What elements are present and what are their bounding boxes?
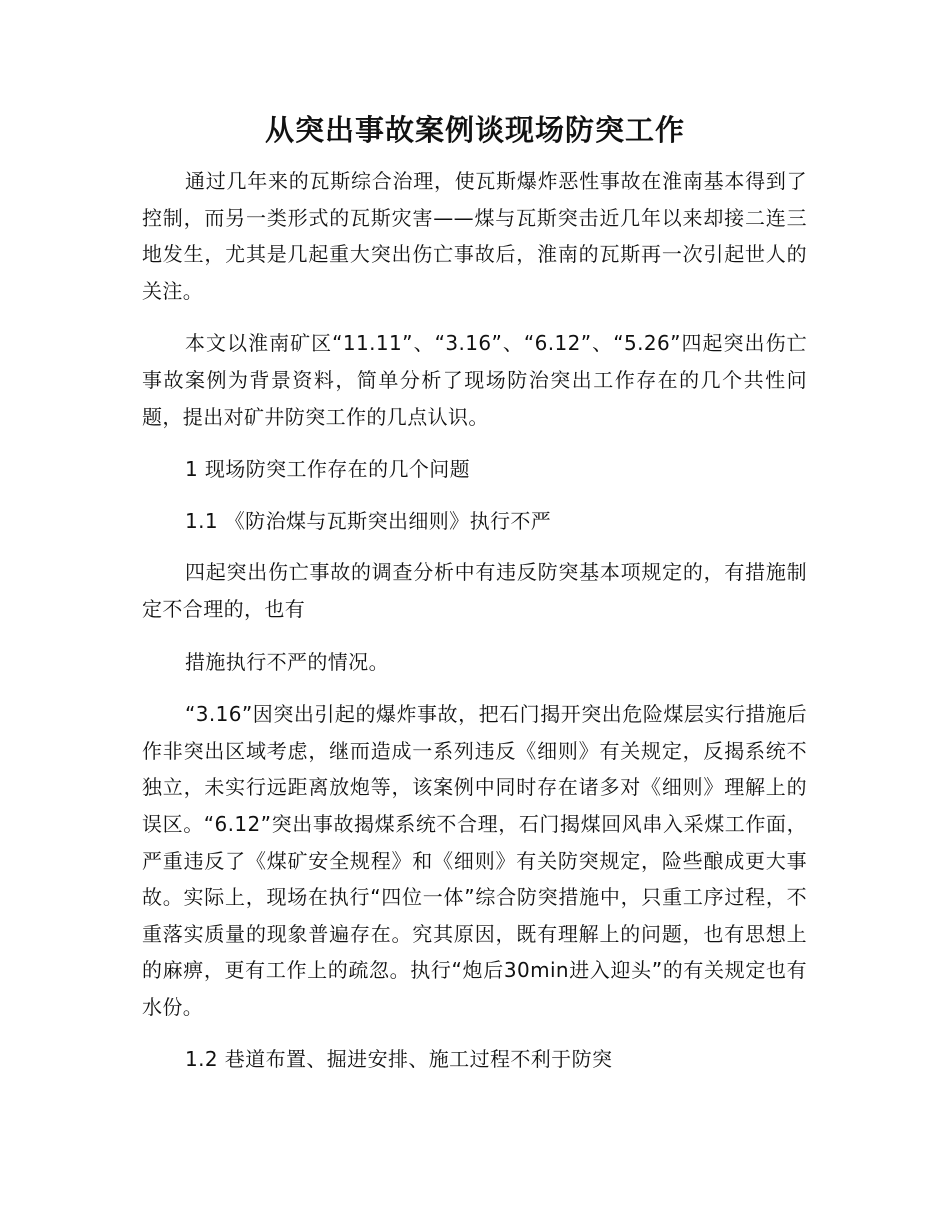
paragraph-scope: 本文以淮南矿区“11.11”、“3.16”、“6.12”、“5.26”四起突出伤亡事故案例为背景资料，简单分析了现场防治突出工作存在的几个共性问题，提出对矿井防突工作的几点认识。: [142, 331, 807, 429]
paragraph-violations: 四起突出伤亡事故的调查分析中有违反防突基本项规定的，有措施制定不合理的，也有: [142, 560, 807, 621]
paragraph-case-analysis: “3.16”因突出引起的爆炸事故，把石门揭开突出危险煤层实行措施后作非突出区域考虑，继而造成一系列违反《细则》有关规定，反揭系统不独立，未实行远距离放炮等，该案例中同时存在诸多对《细则》理解上的误区。“6.12”突出事故揭煤系统不合理，石门揭煤回风串入采煤工作面，严重违反了《煤矿安全规程》和《细则》有关防突规定，险些酿成更大事故。实际上，现场在执行“四位一体”综合防突措施中，只重工序过程，不重落实质量的现象普遍存在。究其原因，既有理解上的问题，也有思想上的麻痹，更有工作上的疏忽。执行“炮后30min进入迎头”的有关规定也有水份。: [142, 702, 807, 1019]
subsection-heading-1-1: 1.1 《防治煤与瓦斯突出细则》执行不严: [185, 508, 552, 533]
document-body: [142, 163, 807, 1093]
paragraph-violations-cont: 措施执行不严的情况。: [185, 649, 389, 674]
document-title: 从突出事故案例谈现场防突工作: [264, 113, 685, 147]
subsection-heading-1-2: 1.2 巷道布置、掘进安排、施工过程不利于防突: [185, 1047, 613, 1072]
paragraph-intro: 通过几年来的瓦斯综合治理，使瓦斯爆炸恶性事故在淮南基本得到了控制，而另一类形式的瓦斯灾害——煤与瓦斯突击近几年以来却接二连三地发生，尤其是几起重大突出伤亡事故后，淮南的瓦斯再一次引起世人的关注。: [142, 169, 807, 303]
section-heading-1: 1 现场防突工作存在的几个问题: [185, 457, 471, 482]
